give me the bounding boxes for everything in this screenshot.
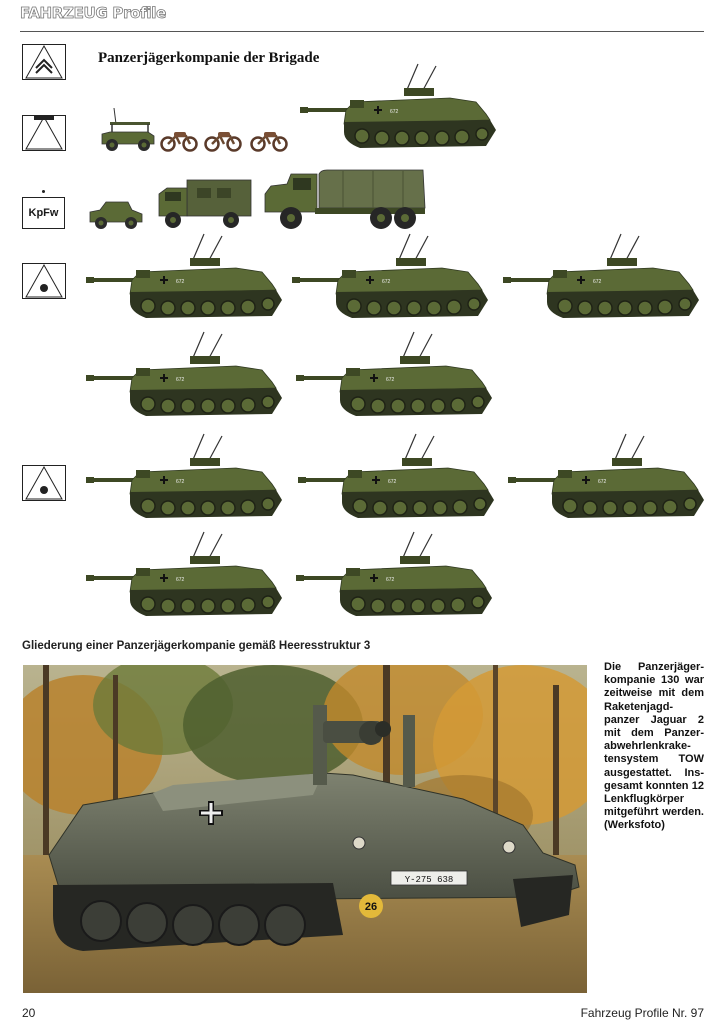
tank-destroyer-illustration bbox=[503, 232, 701, 322]
box-truck-illustration bbox=[157, 178, 253, 230]
hull-marking: 672 bbox=[176, 577, 185, 583]
hull-marking: 672 bbox=[176, 279, 185, 285]
section-heading: Panzerjägerkompanie der Brigade bbox=[98, 50, 320, 66]
hull-marking: 672 bbox=[176, 377, 185, 383]
hull-marking: 672 bbox=[593, 279, 602, 285]
hull-marking: 672 bbox=[386, 577, 395, 583]
tank-destroyer-illustration bbox=[86, 432, 284, 522]
figure-caption: Gliederung einer Panzerjägerkompanie gemäß Heeresstruktur 3 bbox=[22, 640, 371, 652]
tank-destroyer-illustration bbox=[300, 62, 498, 152]
jeep-illustration bbox=[88, 196, 144, 230]
hull-marking: 672 bbox=[390, 109, 399, 115]
license-plate: Y-275 638 bbox=[404, 875, 454, 885]
maintenance-symbol: KpFw bbox=[22, 197, 65, 229]
hull-marking: 672 bbox=[176, 479, 185, 485]
hull-marking: 672 bbox=[386, 377, 395, 383]
supply-group-symbol bbox=[22, 115, 66, 151]
tank-destroyer-illustration bbox=[296, 530, 494, 620]
tactical-number: 26 bbox=[364, 901, 378, 913]
tank-destroyer-illustration bbox=[296, 330, 494, 420]
chevron-triangle-icon bbox=[22, 44, 66, 80]
tank-destroyer-illustration bbox=[86, 530, 284, 620]
hull-marking: 672 bbox=[382, 279, 391, 285]
company-command-symbol bbox=[22, 44, 66, 80]
platoon-2-symbol bbox=[22, 465, 66, 501]
platoon-1-symbol bbox=[22, 263, 66, 299]
hull-marking: 672 bbox=[598, 479, 607, 485]
three-dots-triangle-icon bbox=[22, 465, 66, 501]
jeep-illustration bbox=[100, 108, 156, 152]
photo-description: Die Panzerjäger-kompanie 130 war zeitweise mit dem Raketenjagd-panzer Jaguar 2 mit dem Panzer-abwehrlenkrake-tensystem TOW ausgestattet. Ins-gesamt konnten 12 Lenkflugkörper mitgeführt werden. (Werksfoto) bbox=[604, 661, 704, 832]
header-title: FAHRZEUG Profile bbox=[20, 4, 166, 22]
bar-triangle-icon bbox=[22, 115, 66, 151]
tank-destroyer-illustration bbox=[508, 432, 706, 522]
tank-destroyer-illustration bbox=[298, 432, 496, 522]
three-dots-triangle-icon bbox=[22, 263, 66, 299]
publication-name: Fahrzeug Profile Nr. 97 bbox=[580, 1006, 704, 1020]
page-number: 20 bbox=[22, 1006, 36, 1020]
motorcycle-illustration bbox=[250, 128, 288, 152]
tank-destroyer-illustration bbox=[292, 232, 490, 322]
jaguar-photo bbox=[23, 665, 587, 993]
hull-marking: 672 bbox=[388, 479, 397, 485]
motorcycle-illustration bbox=[160, 128, 198, 152]
tank-destroyer-illustration bbox=[86, 232, 284, 322]
dot-icon bbox=[42, 190, 45, 193]
cargo-truck-illustration bbox=[263, 168, 427, 232]
motorcycle-illustration bbox=[204, 128, 242, 152]
header-rule bbox=[20, 31, 704, 32]
tank-destroyer-illustration bbox=[86, 330, 284, 420]
